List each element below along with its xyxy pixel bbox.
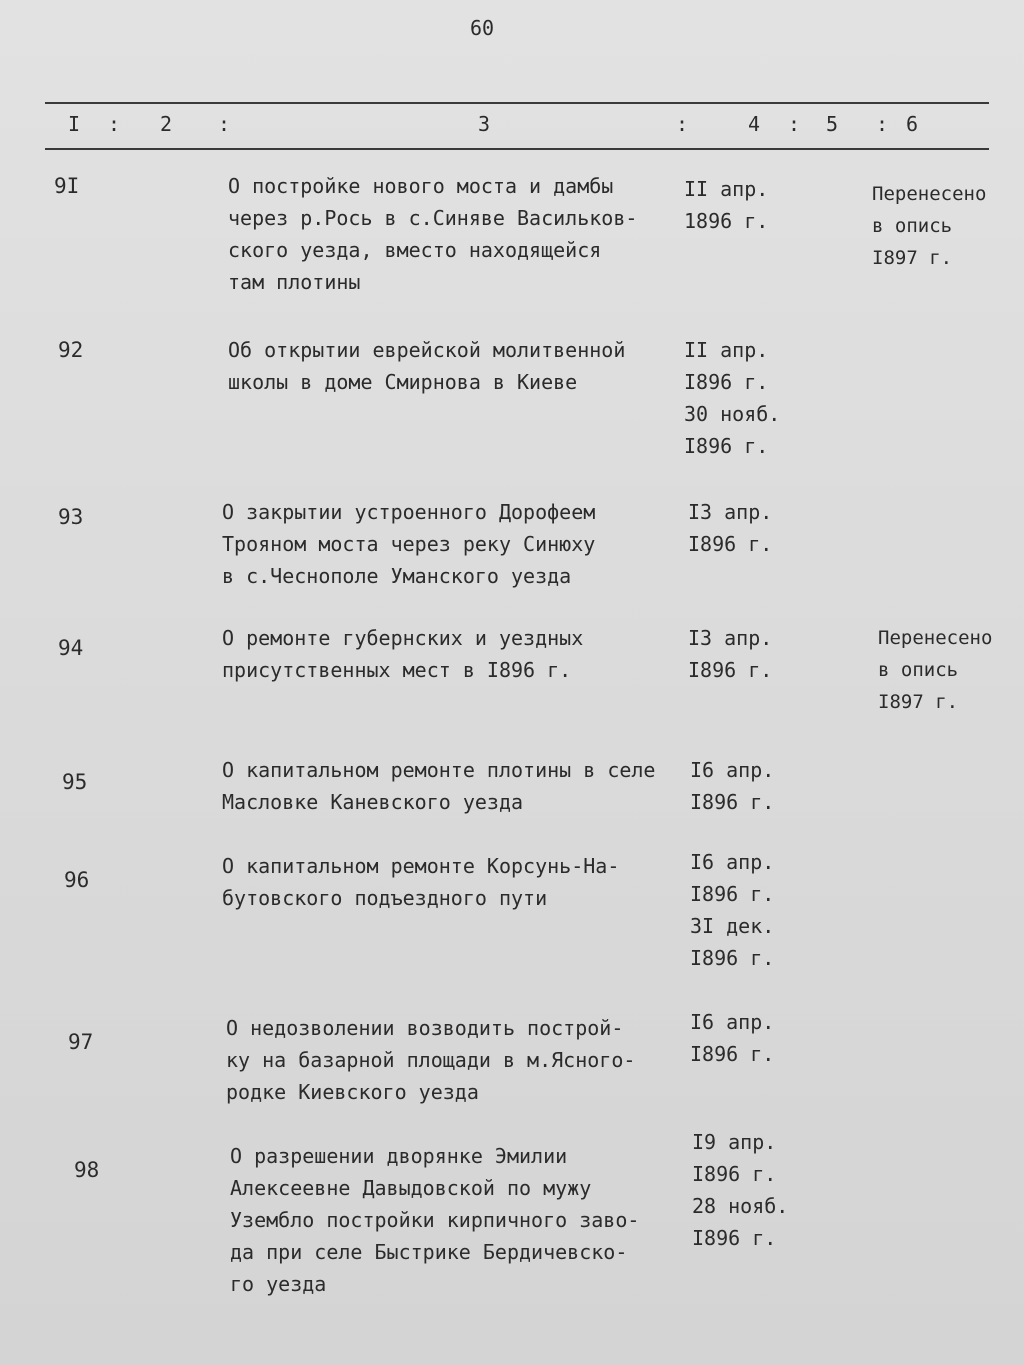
entry-dates: I3 апр. I896 г. xyxy=(688,500,773,556)
entry-number: 96 xyxy=(64,868,90,892)
entry-number: 98 xyxy=(74,1158,100,1182)
entry-dates: II апр. 1896 г. xyxy=(684,177,769,233)
entry-description: О недозволении возводить построй- ку на базарной площади в м.Ясного- родке Киевского уезда xyxy=(226,1016,636,1104)
entry-number: 95 xyxy=(62,770,88,794)
header-separator: : xyxy=(676,112,689,136)
header-col-1: I xyxy=(68,112,81,136)
entry-description: О закрытии устроенного Дорофеем Трояном моста через реку Синюху в с.Чеснополе Уманского уезда xyxy=(222,500,596,588)
entry-dates: I6 апр. I896 г. xyxy=(690,758,775,814)
entry-description: О капитальном ремонте плотины в селе Масловке Каневского уезда xyxy=(222,758,656,814)
entry-number: 93 xyxy=(58,505,84,529)
entry-note: Перенесено в опись I897 г. xyxy=(872,183,987,269)
entry-description: Об открытии еврейской молитвенной школы в доме Смирнова в Киеве xyxy=(228,338,626,394)
header-col-5: 5 xyxy=(826,112,839,136)
header-col-4: 4 xyxy=(748,112,761,136)
header-separator: : xyxy=(788,112,801,136)
header-top-rule xyxy=(45,102,989,104)
entry-number: 94 xyxy=(58,636,84,660)
header-col-6: 6 xyxy=(906,112,919,136)
page-number: 60 xyxy=(470,16,495,40)
entry-dates: II апр. I896 г. 30 нояб. I896 г. xyxy=(684,338,781,458)
entry-description: О разрешении дворянке Эмилии Алексеевне Давыдовской по мужу Узембло постройки кирпичного заво- да при селе Быстрике Бердичевско- го уезда xyxy=(230,1144,640,1296)
entry-dates: I9 апр. I896 г. 28 нояб. I896 г. xyxy=(692,1130,789,1250)
header-separator: : xyxy=(218,112,231,136)
entry-dates: I6 апр. I896 г. 3I дек. I896 г. xyxy=(690,850,775,970)
entry-dates: I3 апр. I896 г. xyxy=(688,626,773,682)
header-col-3: 3 xyxy=(478,112,491,136)
entry-description: О капитальном ремонте Корсунь-На- бутовского подъездного пути xyxy=(222,854,620,910)
header-bottom-rule xyxy=(45,148,989,150)
entry-dates: I6 апр. I896 г. xyxy=(690,1010,775,1066)
entry-number: 9I xyxy=(54,174,80,198)
entry-number: 97 xyxy=(68,1030,94,1054)
header-separator: : xyxy=(876,112,889,136)
entry-note: Перенесено в опись I897 г. xyxy=(878,627,993,713)
entry-description: О ремонте губернских и уездных присутственных мест в I896 г. xyxy=(222,626,584,682)
header-col-2: 2 xyxy=(160,112,173,136)
header-separator: : xyxy=(108,112,121,136)
entry-description: О постройке нового моста и дамбы через р.Рось в с.Синяве Васильков- ского уезда, вместо находящейся там плотины xyxy=(228,174,638,294)
entry-number: 92 xyxy=(58,338,84,362)
